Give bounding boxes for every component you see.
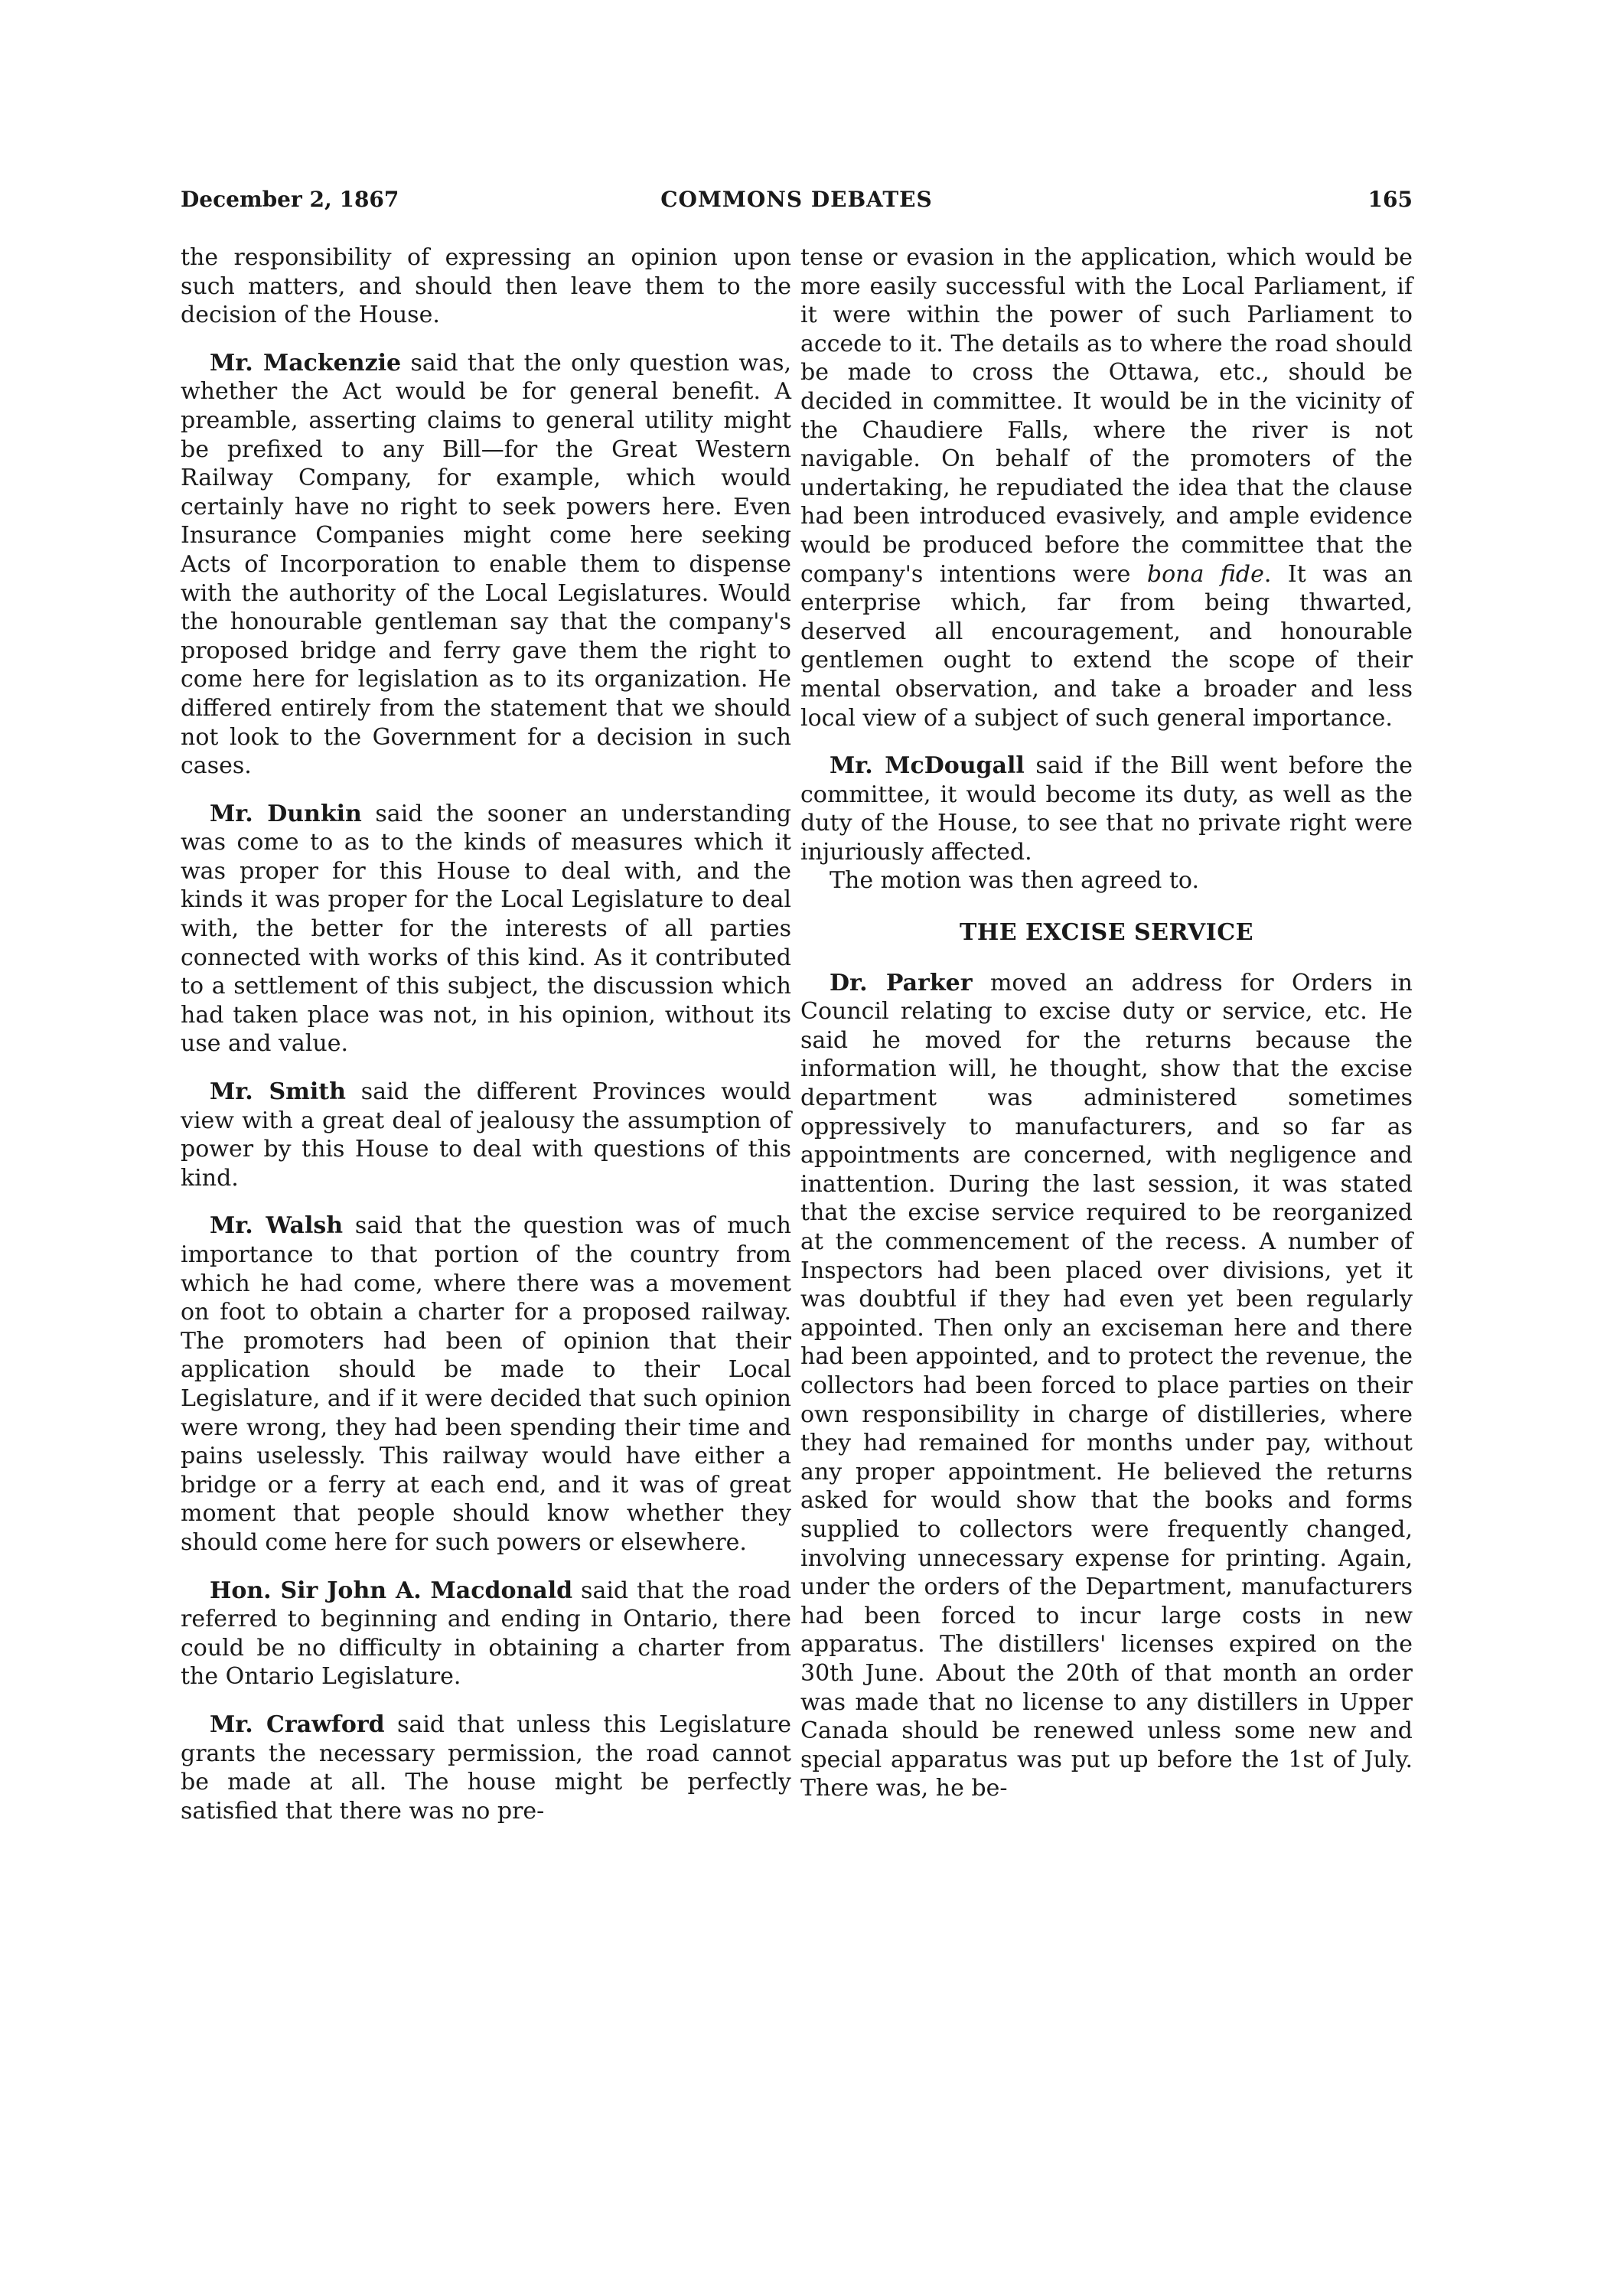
paragraph: the responsibility of expressing an opinion upon such matters, and should then leave them to the decision of the House.: [181, 244, 791, 329]
paragraph: [800, 969, 1413, 1803]
speech-text: said that unless this Legislature grants the necessary permission, the road cannot be made at all. The house might be perfectly satisfied that there was no pre-: [181, 1711, 791, 1825]
speech-text: said that the only question was, whether the Act would be for general benefit. A preamble, asserting claims to general utility might be prefixed to any Bill—for the Great Western Railway Company, for example, which would certainly have no right to seek powers here. Even Insurance Companies might come here seeking Acts of Incorporation to enable them to dispense with the authority of the Local Legislatures. Would the honourable gentleman say that the company's proposed bridge and ferry gave them the right to come here for legislation as to its organization. He differed entirely from the statement that we should not look to the Government for a decision in such cases.: [181, 349, 791, 780]
section-heading: THE EXCISE SERVICE: [960, 919, 1253, 947]
speaker-name: Mr. McDougall: [830, 752, 1025, 780]
speech-text: . It was an enterprise which, far from being thwarted, deserved all encouragement, and honourable gentlemen ought to extend the scope of their mental observation, and take a broader and less local view of a subject of such general importance.: [800, 560, 1413, 732]
paragraph: [181, 800, 791, 1058]
speech-text: said if the Bill went before the committee, it would become its duty, as well as the duty of the House, to see that no private right were injuriously affected.: [800, 752, 1413, 866]
paragraph: [800, 752, 1413, 866]
right-column: [800, 243, 1413, 1803]
paragraph: The motion was then agreed to.: [830, 867, 1199, 895]
left-column: [181, 243, 791, 1825]
speaker-name: Mr. Walsh: [210, 1212, 344, 1240]
speech-text: said the different Provinces would view with a great deal of jealousy the assumption of power by this House to deal with questions of this kind.: [181, 1078, 791, 1192]
speech-text: said that the road referred to beginning and ending in Ontario, there could be no difficulty in obtaining a charter from the Ontario Legislature.: [181, 1577, 791, 1691]
header-title: COMMONS DEBATES: [660, 187, 933, 212]
paragraph: [181, 1577, 791, 1691]
speech-text: said that the question was of much importance to that portion of the country from which he had come, where there was a movement on foot to obtain a charter for a proposed railway. The promoters had been of opinion that their application should be made to their Local Legislature, and if it were decided that such opinion were wrong, they had been spending their time and pains uselessly. This railway would have either a bridge or a ferry at each end, and it was of great moment that people should know whether they should come here for such powers or elsewhere.: [181, 1212, 791, 1556]
paragraph: [800, 243, 1413, 732]
speaker-name: Dr. Parker: [830, 969, 973, 996]
speaker-name: Hon. Sir John A. Macdonald: [210, 1577, 573, 1604]
speech-text: moved an address for Orders in Council relating to excise duty or service, etc. He said he moved for the returns because the information will, he thought, show that the excise department was administered sometimes oppressively to manufacturers, and so far as appointments are concerned, with negligence and inattention. During the last session, it was stated that the excise service required to be reorganized at the commencement of the recess. A number of Inspectors had been placed over divisions, yet it was doubtful if they had even yet been regularly appointed. Then only an exciseman here and there had been appointed, and to protect the revenue, the collectors had been forced to place parties on their own responsibility in charge of distilleries, where they had remained for months under pay, without any proper appointment. He believed the returns asked for would show that the books and forms supplied to collectors were frequently changed, involving unnecessary expense for printing. Again, under the orders of the Department, manufacturers had been forced to incur large costs in new apparatus. The distillers' licenses expired on the 30th June. About the 20th of that month an order was made that no license to any distillers in Upper Canada should be renewed unless some new and special apparatus was put up before the 1st of July. There was, he be-: [800, 969, 1413, 1802]
speaker-name: Mr. Mackenzie: [210, 349, 402, 377]
speaker-name: Mr. Crawford: [210, 1711, 385, 1738]
header-date: December 2, 1867: [181, 187, 399, 212]
paragraph: [181, 1711, 791, 1825]
paragraph: [181, 349, 791, 781]
page-header: [181, 187, 1413, 217]
italic-phrase: bona fide: [1146, 560, 1264, 588]
speech-text: tense or evasion in the application, which would be more easily successful with the Local Parliament, if it were within the power of such Parliament to accede to it. The details as to where the road should be made to cross the Ottawa, etc., should be decided in committee. It would be in the vicinity of the Chaudiere Falls, where the river is not navigable. On behalf of the promoters of the undertaking, he repudiated the idea that the clause had been introduced evasively, and ample evidence would be produced before the committee that the company's intentions were: [800, 244, 1413, 588]
paragraph: [181, 1212, 791, 1557]
page-number: 165: [1367, 187, 1413, 212]
speaker-name: Mr. Dunkin: [210, 800, 362, 827]
speaker-name: Mr. Smith: [210, 1078, 346, 1106]
paragraph: [181, 1078, 791, 1192]
speech-text: said the sooner an understanding was come to as to the kinds of measures which it was proper for this House to deal with, and the kinds it was proper for the Local Legislature to deal with, the better for the interests of all parties connected with works of this kind. As it contributed to a settlement of this subject, the discussion which had taken place was not, in his opinion, without its use and value.: [181, 800, 791, 1058]
